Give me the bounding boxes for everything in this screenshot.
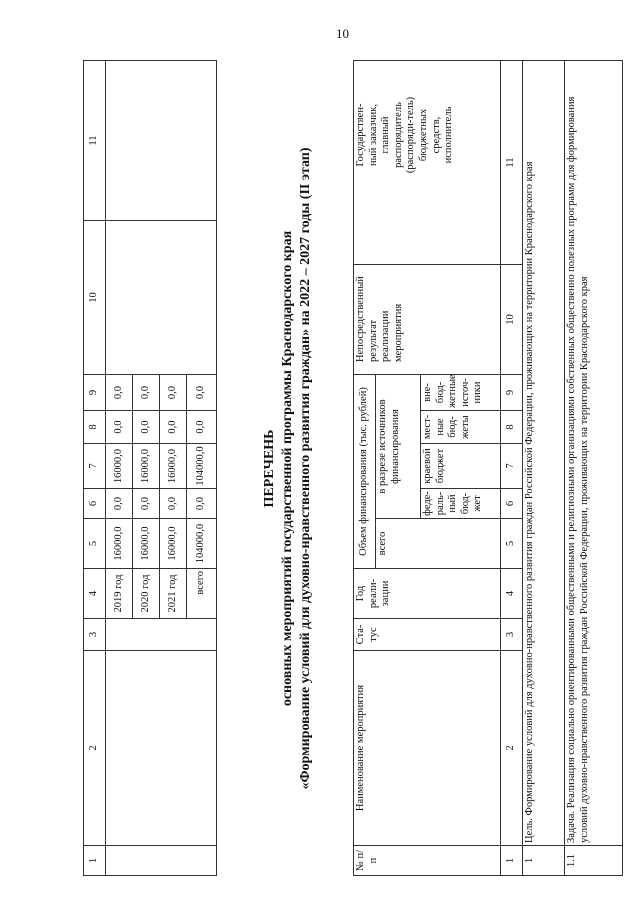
task-row (564, 60, 622, 875)
header-status: Ста-тус (353, 618, 500, 650)
upper-col-num-7: 7 (83, 443, 105, 488)
header-regional: краевой бюджет (420, 443, 500, 488)
goal-row (522, 60, 564, 875)
upper-col-num-6: 6 (83, 488, 105, 518)
federal-cell: 0,0 (186, 488, 216, 518)
header-by-sources: в разрезе источников финансирования (375, 374, 420, 518)
regional-cell: 104000,0 (186, 443, 216, 488)
upper-col-num-3: 3 (83, 618, 105, 650)
rotated-page-content (43, 61, 598, 876)
task-text: Задача. Реализация социально ориентированными общественными и религиозными организациями собственных общественно полезных программ для формирования условий духовно-нравственного развития граждан Российской Федерации, проживающих на территории Краснодарского края (564, 60, 622, 845)
title-program-name: «Формирование условий для духовно-нравственного развития граждан» на 2022 – 2027 годы (II этап) (297, 147, 313, 790)
header-funding: Объем финансирования (тыс. рублей) (353, 374, 375, 568)
title-subheading: основных мероприятий государственной программы Краснодарского края (279, 230, 295, 706)
year-cell: всего (186, 568, 216, 618)
upper-col-num-10: 10 (83, 220, 105, 374)
upper-col-num-4: 4 (83, 568, 105, 618)
upper-col-num-9: 9 (83, 374, 105, 410)
total-cell: 16000,0 (105, 518, 132, 568)
federal-cell: 0,0 (159, 488, 186, 518)
header-local: мест-ные бюд-жеты (420, 410, 500, 443)
local-cell: 0,0 (186, 410, 216, 443)
document-title (261, 61, 315, 876)
header-num: № п/п (353, 845, 500, 875)
regional-cell: 16000,0 (105, 443, 132, 488)
col-number: 11 (500, 60, 522, 264)
col-number: 5 (500, 518, 522, 568)
header-activity-name: Наименование мероприятия (353, 650, 500, 845)
col-number: 7 (500, 443, 522, 488)
col-number: 1 (500, 845, 522, 875)
local-cell: 0,0 (159, 410, 186, 443)
federal-cell: 0,0 (105, 488, 132, 518)
year-cell: 2019 год (105, 568, 132, 618)
extra-cell: 0,0 (132, 374, 159, 410)
upper-col-num-1: 1 (83, 845, 105, 875)
header-extra: вне-бюд-жетные источ-ники (420, 374, 500, 410)
regional-cell: 16000,0 (159, 443, 186, 488)
header-row-funding (353, 60, 375, 875)
header-total: всего (375, 518, 500, 568)
local-cell: 0,0 (105, 410, 132, 443)
goal-text: Цель. Формирование условий для духовно-нравственного развития граждан Российской Федерации, проживающих на территории Краснодарского края (522, 60, 564, 845)
main-activities-table (353, 60, 623, 876)
extra-cell: 0,0 (186, 374, 216, 410)
extra-cell: 0,0 (159, 374, 186, 410)
total-cell: 16000,0 (132, 518, 159, 568)
upper-col-num-11: 11 (83, 60, 105, 220)
extra-cell: 0,0 (105, 374, 132, 410)
upper-table-row (105, 60, 132, 875)
title-heading: ПЕРЕЧЕНЬ (261, 429, 277, 507)
total-cell: 104000,0 (186, 518, 216, 568)
col-number: 8 (500, 410, 522, 443)
regional-cell: 16000,0 (132, 443, 159, 488)
local-cell: 0,0 (132, 410, 159, 443)
col-number: 2 (500, 650, 522, 845)
col-number: 6 (500, 488, 522, 518)
header-federal: феде-раль-ный бюд-жет (420, 488, 500, 518)
upper-col-num-2: 2 (83, 650, 105, 845)
upper-col-num-8: 8 (83, 410, 105, 443)
header-year: Год реали-зации (353, 568, 500, 618)
col-number: 9 (500, 374, 522, 410)
col-number: 3 (500, 618, 522, 650)
total-cell: 16000,0 (159, 518, 186, 568)
upper-table-header-row (83, 60, 105, 875)
col-number: 4 (500, 568, 522, 618)
year-cell: 2020 год (132, 568, 159, 618)
federal-cell: 0,0 (132, 488, 159, 518)
task-num: 1.1 (564, 845, 622, 875)
upper-continuation-table (83, 60, 217, 876)
header-result: Непосредственный результат реализации мероприятия (353, 264, 500, 374)
col-number: 10 (500, 264, 522, 374)
year-cell: 2021 год (159, 568, 186, 618)
goal-num: 1 (522, 845, 564, 875)
column-numbers-row (500, 60, 522, 875)
page-number: 10 (336, 26, 349, 41)
upper-col-num-5: 5 (83, 518, 105, 568)
header-customer: Государствен-ный заказчик, главный распорядитель (распоряди-тель) бюджетных средств, исполнитель (353, 60, 500, 264)
